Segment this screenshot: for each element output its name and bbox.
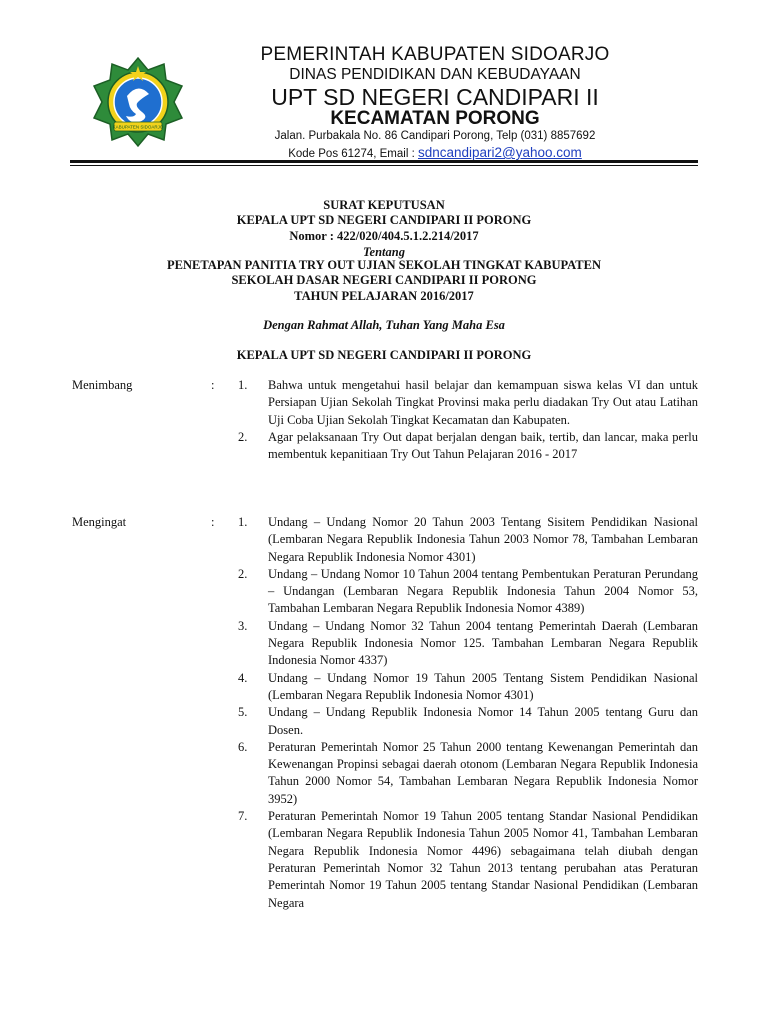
item-number: 5.	[238, 705, 248, 720]
list-item	[238, 377, 698, 429]
issuer-title: KEPALA UPT SD NEGERI CANDIPARI II PORONG	[236, 213, 532, 227]
list-item	[238, 566, 698, 618]
item-text: Undang – Undang Nomor 32 Tahun 2004 tentang Pemerintah Daerah (Lembaran Negara Republik Indonesia Nomor 125. Tambahan Lembaran Negara Republik Indonesia Nomor 4337)	[268, 618, 698, 668]
section-label: Menimbang	[72, 378, 133, 392]
subject-line-2: SEKOLAH DASAR NEGERI CANDIPARI II PORONG	[231, 273, 537, 287]
item-number: 2.	[238, 566, 248, 581]
item-number: 1.	[238, 378, 248, 392]
list-item	[238, 808, 698, 912]
item-text: Peraturan Pemerintah Nomor 19 Tahun 2005 tentang Standar Nasional Pendidikan (Lembaran Negara Republik Indonesia Tahun 2005 Nomor 41, Tambahan Lembaran Negara Republik Indonesia Nomor 4496) sebagaimana telah diubah dengan Peraturan Pemerintah Nomor 32 Tahun 2013 tentang perubahan atas Peraturan Pemerintah Nomor 19 Tahun 2005 tentang Standar Nasional Pendidikan (Lembaran Negara	[268, 809, 698, 910]
letterhead-divider-thick	[70, 160, 698, 163]
item-text: Undang – Undang Nomor 10 Tahun 2004 tentang Pembentukan Peraturan Perundang – Undangan (Lembaran Negara Republik Indonesia Tahun 2004 Nomor 53, Tambahan Lembaran Negara Republik Indonesia Nomor 4389)	[268, 566, 698, 616]
subject-line-1: PENETAPAN PANITIA TRY OUT UJIAN SEKOLAH TINGKAT KABUPATEN	[166, 258, 601, 272]
item-text: Agar pelaksanaan Try Out dapat berjalan dengan baik, tertib, dan lancar, maka perlu membentuk kepanitiaan Try Out Tahun Pelajaran 2016 - 2017	[268, 429, 698, 462]
list-item	[238, 739, 698, 808]
item-text: Undang – Undang Republik Indonesia Nomor 14 Tahun 2005 tentang Guru dan Dosen.	[268, 705, 698, 737]
section-label: Mengingat	[72, 515, 127, 529]
letterhead	[0, 0, 768, 165]
school-address: Jalan. Purbakala No. 86 Candipari Porong, Telp (031) 8857692	[274, 130, 596, 142]
about-label: Tentang	[363, 245, 405, 259]
section-colon: :	[211, 515, 215, 529]
item-number: 2.	[238, 429, 248, 444]
item-text: Undang – Undang Nomor 20 Tahun 2003 Tentang Sisitem Pendidikan Nasional (Lembaran Negara Republik Indonesia Tahun 2003 Nomor 78, Tambahan Lembaran Negara Republik Indonesia Nomor 4301)	[268, 515, 698, 564]
email-link[interactable]: sdncandipari2@yahoo.com	[417, 145, 582, 160]
school-name: UPT SD NEGERI CANDIPARI II	[271, 84, 599, 110]
item-number: 3.	[238, 618, 248, 633]
list-item	[238, 618, 698, 670]
blessing-line: Dengan Rahmat Allah, Tuhan Yang Maha Esa	[263, 318, 505, 332]
item-number: 1.	[238, 515, 248, 529]
postal-email-line	[200, 145, 670, 160]
list-item	[238, 670, 698, 705]
government-name: PEMERINTAH KABUPATEN SIDOARJO	[260, 44, 610, 65]
item-number: 4.	[238, 670, 248, 685]
subject-line-3: TAHUN PELAJARAN 2016/2017	[294, 289, 474, 303]
legal-basis-list	[238, 514, 698, 912]
item-text: Peraturan Pemerintah Nomor 25 Tahun 2000 tentang Kewenangan Pemerintah dan Kewenangan Propinsi sebagai daerah otonom (Lembaran Negara Republik Indonesia Tahun 2000 Nomor 54, Tambahan Lembaran Negara Republik Indonesia Nomor 3952)	[268, 739, 698, 806]
issuer-title-repeat: KEPALA UPT SD NEGERI CANDIPARI II PORONG	[236, 348, 532, 362]
postal-code: Kode Pos 61274, Email :	[288, 148, 418, 160]
list-item	[238, 514, 698, 566]
sidoarjo-emblem-icon	[92, 56, 184, 148]
item-text: Bahwa untuk mengetahui hasil belajar dan kemampuan siswa kelas VI dan untuk Persiapan Ujian Sekolah Tingkat Provinsi maka perlu diadakan Try Out atau Latihan Uji Coba Ujian Sekolah Tingkat Kecamatan dan Kabupaten.	[268, 378, 698, 427]
letterhead-divider-thin	[70, 165, 698, 166]
consideration-list	[238, 377, 698, 463]
logo-ribbon-text: KABUPATEN SIDOARJO	[112, 124, 164, 130]
document-type: SURAT KEPUTUSAN	[323, 198, 445, 212]
section-colon: :	[211, 378, 215, 392]
item-number: 7.	[238, 809, 248, 824]
department-name: DINAS PENDIDIKAN DAN KEBUDAYAAN	[289, 66, 581, 83]
decree-number: Nomor : 422/020/404.5.1.2.214/2017	[289, 229, 479, 243]
list-item	[238, 429, 698, 464]
item-text: Undang – Undang Nomor 19 Tahun 2005 Tentang Sistem Pendidikan Nasional (Lembaran Negara Republik Indonesia Nomor 4301)	[268, 670, 698, 702]
list-item	[238, 704, 698, 739]
district-name: KECAMATAN PORONG	[330, 108, 540, 129]
item-number: 6.	[238, 739, 248, 754]
